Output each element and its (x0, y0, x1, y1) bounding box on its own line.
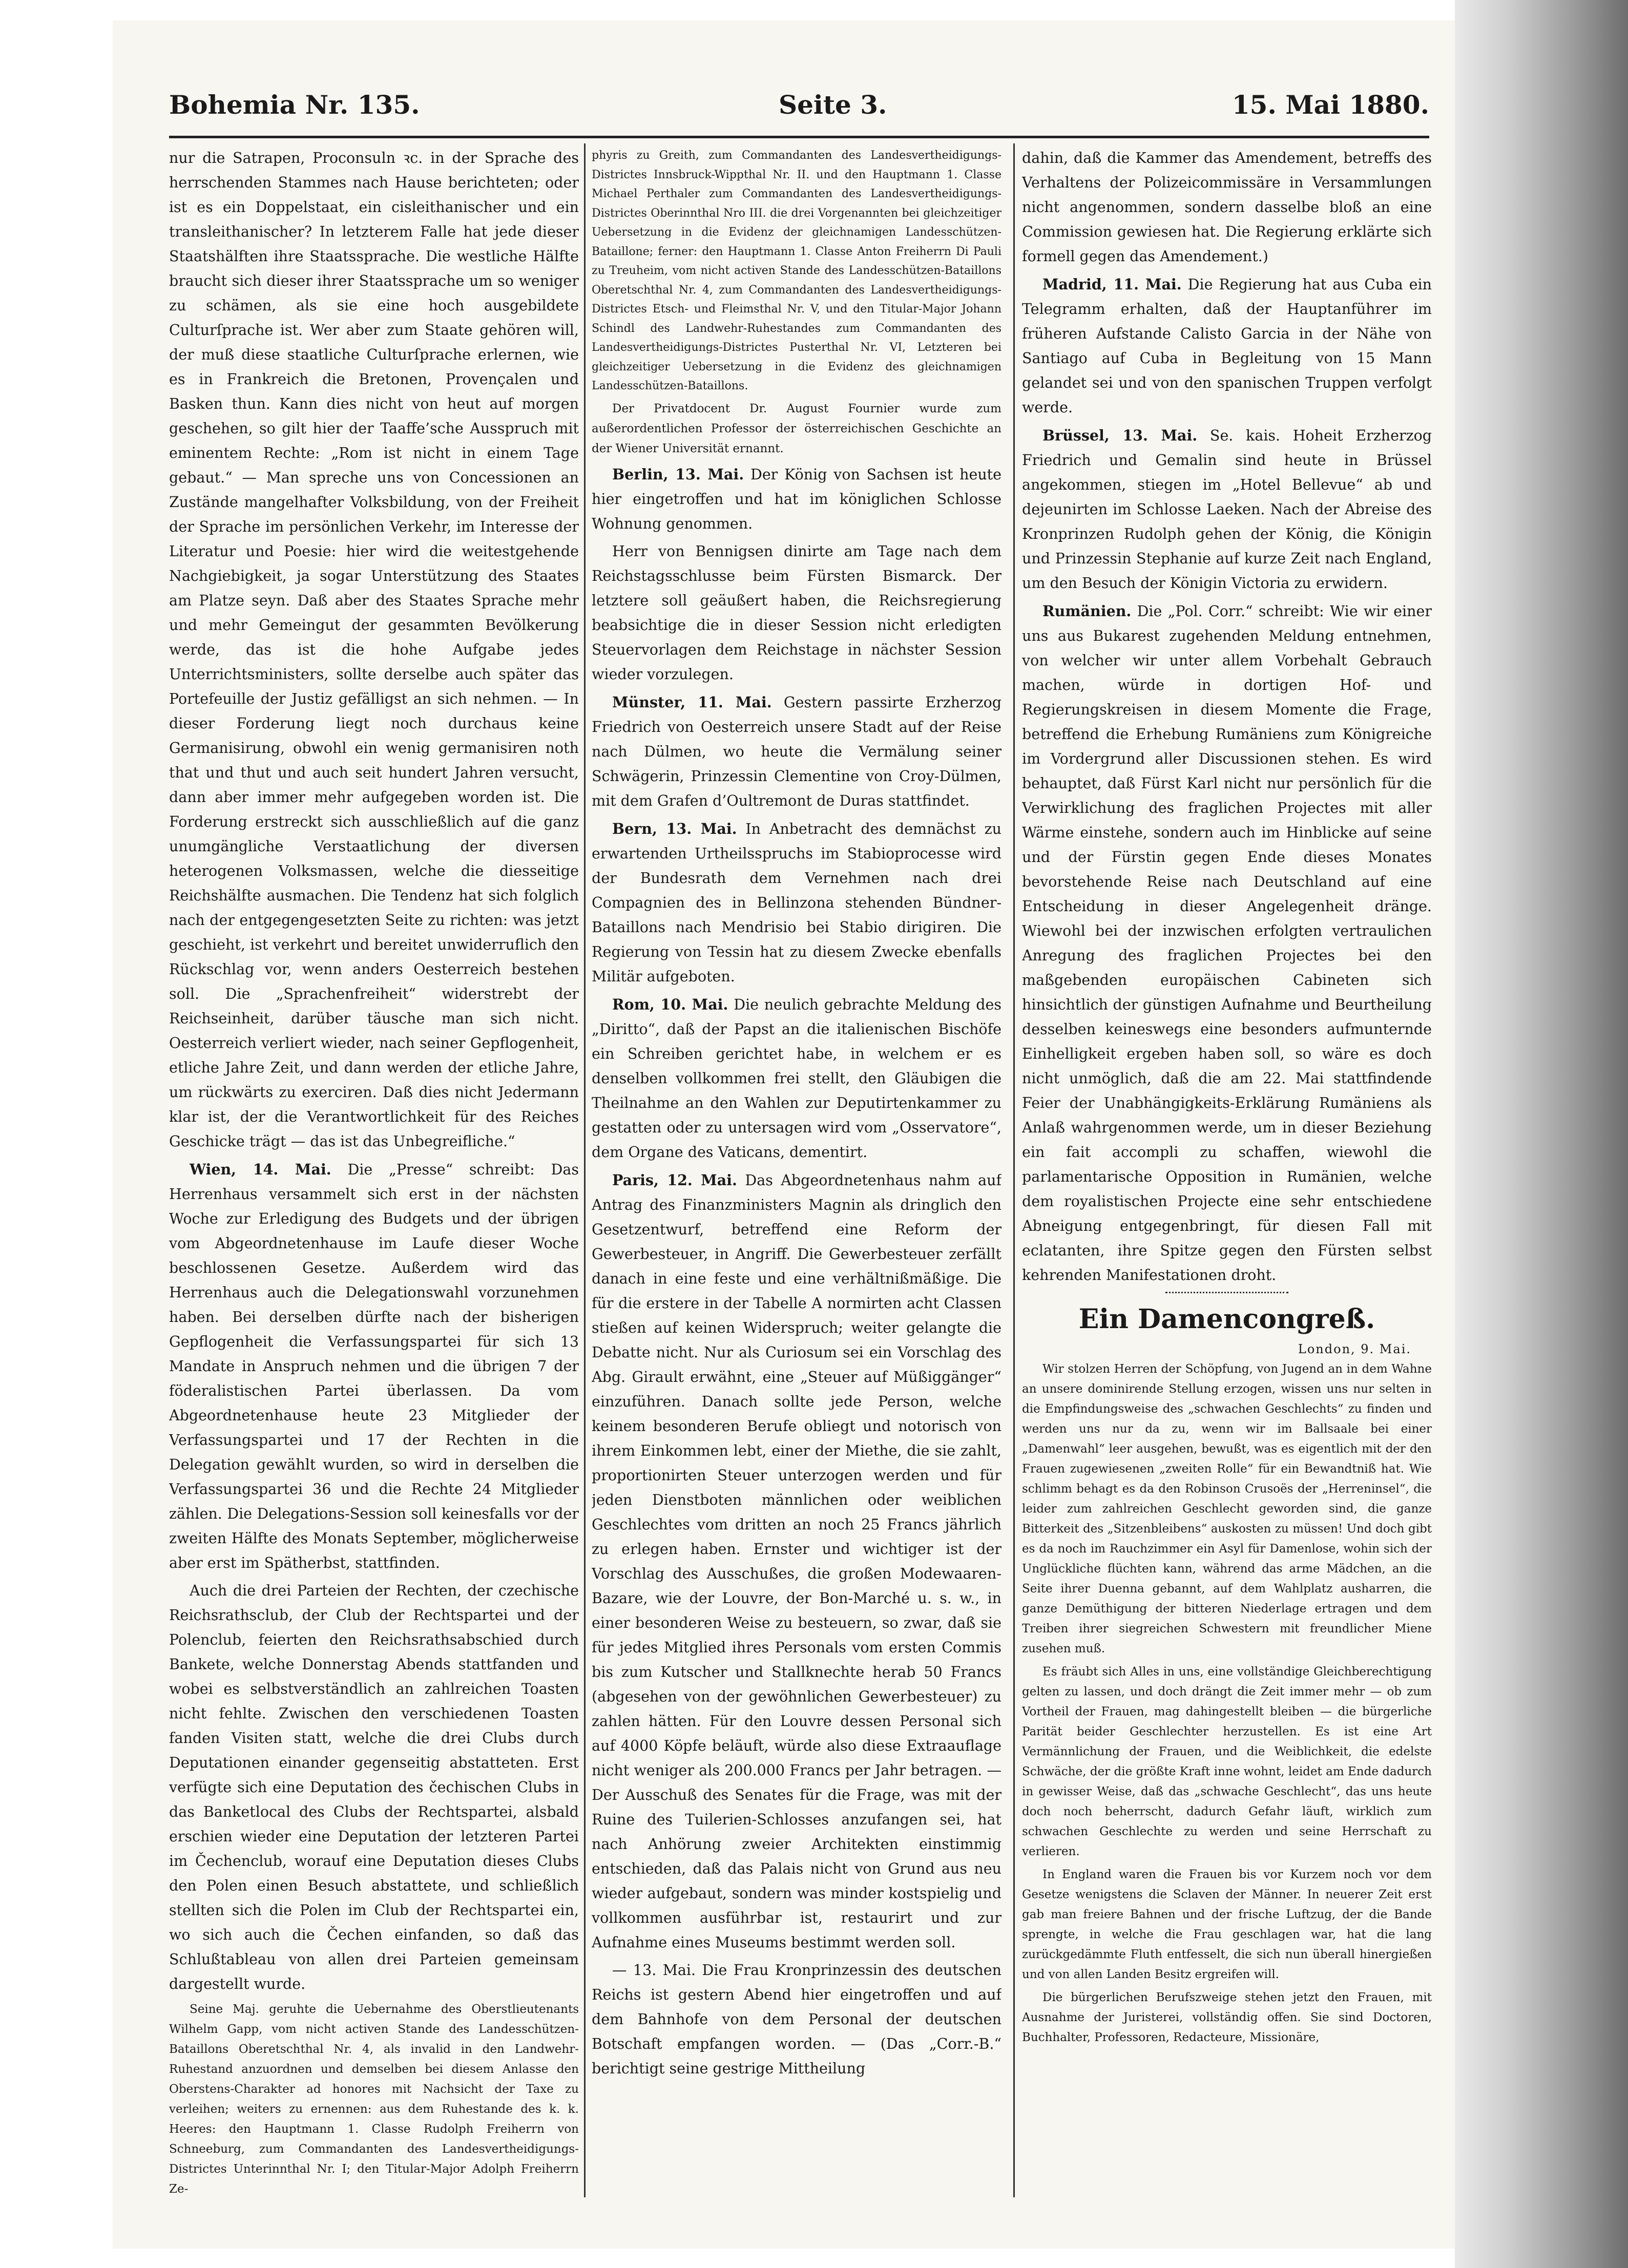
article-text: Auch die drei Parteien der Rechten, der czechische Reichsrathsclub, der Club der Rechtspartei und der Polenclub, feierten den Reichsrathsabschied durch Bankete, welche Donnerstag Abends stattfanden und wobei es selbstverständlich an zahlreichen Toasten nicht fehlte. Zwischen den verschiedenen Toasten fanden Visiten statt, welche die drei Clubs durch Deputationen einander gegenseitig abstatteten. Erst verfügte sich eine Deputation des čechischen Clubs in das Banketlocal des Clubs der Rechtspartei, alsbald erschien wieder eine Deputation der letzteren Partei im Čechenclub, worauf eine Deputation dieses Clubs den Polen einen Besuch abstattete, und schließlich stellten sich die Polen im Club der Rechtspartei ein, wo sich auch die Čechen einfanden, so daß das Schlußtableau von allen drei Parteien gemeinsam dargestellt wurde. (169, 1582, 579, 1992)
article-text: Gestern passirte Erzherzog Friedrich von Oesterreich unsere Stadt auf der Reise nach Dülmen, wo heute die Vermälung seiner Schwägerin, Prinzessin Clementine von Croy-Dülmen, mit dem Grafen d’Oultremont de Duras stattfindet. (592, 694, 1001, 809)
dateline: Rom, 10. Mai. (612, 995, 728, 1013)
feuilleton-text: Es fräubt sich Alles in uns, eine vollständige Gleichberechtigung gelten zu lassen, und doch drängt die Zeit immer mehr — ob zum Vortheil der Frauen, mag dahingestellt bleiben — die bürgerliche Parität beider Geschlechter herzustellen. Es ist eine Art Vermännlichung der Frauen, und die Weiblichkeit, die edelste Schwäche, der die größte Kraft inne wohnt, leidet am Ende dadurch in gewisser Weise, daß das „schwache Geschlecht“, das uns heute doch noch beherrscht, dadurch Gefahr läuft, wirklich zum schwachen Geschlechte zu werden und seine Herrschaft zu verlieren. (1022, 1665, 1432, 1858)
section-divider (1165, 1292, 1288, 1295)
column-3 (1022, 146, 1432, 2195)
article-paragraph (169, 1157, 579, 1576)
header-date: 15. Mai 1880. (1232, 90, 1429, 120)
article-text: dahin, daß die Kammer das Amendement, betreffs des Verhaltens der Polizeicommissäre in Versammlungen nicht angenommen, sondern dasselbe bloß an eine Commission gewiesen hat. Die Regierung erklärte sich formell gegen das Amendement.) (1022, 150, 1432, 265)
announcement-text: Der Privatdocent Dr. August Fournier wurde zum außerordentlichen Professor der österreichischen Geschichte an der Wiener Universität ernannt. (592, 402, 1001, 455)
article-paragraph (592, 992, 1001, 1165)
article-text: — 13. Mai. Die Frau Kronprinzessin des deutschen Reichs ist gestern Abend hier eingetroffen und auf dem Bahnhofe von dem Personal der deutschen Botschaft empfangen worden. — (Das „Corr.-B.“ berichtigt seine gestrige Mittheilung (592, 1961, 1001, 2077)
feuilleton-text: Die bürgerlichen Berufszweige stehen jetzt den Frauen, mit Ausnahme der Juristerei, vollständig offen. Sie sind Doctoren, Buchhalter, Professoren, Redacteure, Missionäre, (1022, 1991, 1432, 2044)
dateline: Brüssel, 13. Mai. (1042, 427, 1198, 444)
page-header (169, 85, 1429, 131)
header-page-number: Seite 3. (779, 90, 887, 120)
announcement-text: phyris zu Greith, zum Commandanten des Landesvertheidigungs-Districtes Innsbruck-Wippthal Nr. II. und den Hauptmann 1. Classe Michael Perthaler zum Commandanten des Landesvertheidigungs-Districtes Oberinnthal Nro III. die drei Vorgenannten bei gleichzeitiger Uebersetzung in die Evidenz der gleichnamigen Landesschützen-Bataillone; ferner: den Hauptmann 1. Classe Anton Freiherrn Di Pauli zu Treuheim, vom nicht activen Stande des Landesschützen-Bataillons Oberetschthal Nr. 4, zum Commandanten des Landesvertheidigungs-Districtes Etsch- und Fleimsthal Nr. V, und den Titular-Major Johann Schindl des Landwehr-Ruhestandes zum Commandanten des Landesvertheidigungs-Districtes Pusterthal Nr. VI, Letzteren bei gleichzeitiger Uebersetzung in die Evidenz des gleichnamigen Landesschützen-Bataillons. (592, 149, 1001, 392)
column-divider-2 (1013, 143, 1015, 2197)
dateline: Wien, 14. Mai. (190, 1161, 331, 1178)
byline: London, 9. Mai. (1298, 1342, 1411, 1356)
column-divider-1 (584, 143, 586, 2197)
article-text: Die Regierung hat aus Cuba ein Telegramm erhalten, daß der Hauptanführer im früheren Aufstande Calisto Garcia in der Nähe von Santiago auf Cuba in Begleitung von 15 Mann gelandet sei und von den spanischen Truppen verfolgt werde. (1022, 276, 1432, 416)
section-title: Ein Damencongreß. (1078, 1304, 1375, 1335)
article-paragraph (1022, 423, 1432, 596)
article-paragraph (592, 462, 1001, 536)
feuilleton-text: In England waren die Frauen bis vor Kurzem noch vor dem Gesetze wenigstens die Sclaven der Männer. In neuerer Zeit erst gab man freiere Bahnen und der frische Luftzug, der die Bande sprengte, in welche die Frau geschlagen war, hat die lang zurückgedämmte Fluth entfesselt, die sich nun überall hinergießen und von allen Landen Besitz ergreifen will. (1022, 1868, 1432, 1981)
article-text: Der König von Sachsen ist heute hier eingetroffen und hat im königlichen Schlosse Wohnung genommen. (592, 466, 1001, 532)
article-paragraph (1022, 272, 1432, 420)
dateline: Madrid, 11. Mai. (1042, 276, 1182, 293)
header-paper-number: Bohemia Nr. 135. (169, 90, 420, 120)
article-text: Herr von Bennigsen dinirte am Tage nach dem Reichstagsschlusse beim Fürsten Bismarck. Der letztere soll geäußert haben, die Reichsregierung beabsichtige die in dieser Session nicht erledigten Steuervorlagen dem Reichstage in nächster Session wieder vorzulegen. (592, 542, 1001, 683)
article-paragraph (592, 690, 1001, 813)
feuilleton-text: Wir stolzen Herren der Schöpfung, von Jugend an in dem Wahne an unsere dominirende Stellung erzogen, wissen uns nur selten in die Empfindungsweise des „schwachen Geschlechts“ zu finden und werden uns nur da zu, wenn wir im Ballsaale bei einer „Damenwahl“ leer ausgehen, bewußt, was es eigentlich mit der den Frauen zugewiesenen „zweiten Rolle“ für ein Bewandtniß hat. Wie schlimm behagt es da den Robinson Crusoës der „Herreninsel“, die leider zum zahlreichen Geschlecht geworden sind, die ganze Bitterkeit des „Sitzenbleibens“ auskosten zu müssen! Und doch gibt es da noch im Rauchzimmer ein Asyl für Damenlose, wohin sich der Unglückliche flüchten kann, während das arme Mädchen, an die Seite ihrer Duenna gebannt, auf dem Wahlplatz ausharren, die ganze Demüthigung der bitteren Niederlage ertragen und dem Treiben ihrer siegreichen Schwestern mit freundlicher Miene zusehen muß. (1022, 1362, 1432, 1655)
page-edge-shadow (1455, 0, 1628, 2268)
column-1 (169, 146, 579, 2195)
article-text: Die „Pol. Corr.“ schreibt: Wie wir einer uns aus Bukarest zugehenden Meldung entnehmen, von welcher wir unter allem Vorbehalt Gebrauch machen, würde in dortigen Hof- und Regierungskreisen in diesem Momente die Frage, betreffend die Erhebung Rumäniens zum Königreiche im Vordergrund aller Discussionen stehen. Es wird behauptet, daß Fürst Karl nicht nur persönlich für die Verwirklichung des fraglichen Projectes mit aller Wärme einstehe, sondern auch im Hinblicke auf seine und der Fürstin gegen Ende dieses Monates bevorstehende Reise nach Deutschland auf eine Entscheidung in dieser Angelegenheit dränge. Wiewohl bei der inzwischen erfolgten vertraulichen Anregung des fraglichen Projectes bei den maßgebenden europäischen Cabineten sich hinsichtlich der günstigen Aufnahme und Beurtheilung desselben keineswegs eine besonders aufmunternde Einhelligkeit ergeben haben soll, so wäre es doch nicht unmöglich, daß die am 22. Mai stattfindende Feier der Unabhängigkeits-Erklärung Rumäniens als Anlaß wahrgenommen werde, um in dieser Beziehung ein fait accompli zu schaffen, wiewohl die parlamentarische Opposition in Rumänien, welche dem royalistischen Projecte eine sehr entschiedene Abneigung entgegenbringt, für diesen Fall mit eclatanten, ihre Spitze gegen den Fürsten selbst kehrenden Manifestationen droht. (1022, 603, 1432, 1284)
dateline: Paris, 12. Mai. (612, 1171, 737, 1189)
header-rule (169, 136, 1429, 138)
article-text: Se. kais. Hoheit Erzherzog Friedrich und Gemalin sind heute in Brüssel angekommen, stiegen im „Hotel Bellevue“ ab und dejeunirten im Schlosse Laeken. Nach der Abreise des Kronprinzen Rudolph gehen der König, die Königin und Prinzessin Stephanie auf kurze Zeit nach England, um den Besuch der Königin Victoria zu erwidern. (1022, 427, 1432, 592)
article-paragraph (592, 816, 1001, 989)
article-text: Das Abgeordnetenhaus nahm auf Antrag des Finanzministers Magnin als dringlich den Gesetzentwurf, betreffend eine Reform der Gewerbesteuer, in Angriff. Die Gewerbesteuer zerfällt danach in eine feste und eine verhältnißmäßige. Die für die erstere in der Tabelle A normirten acht Classen stießen auf keinen Widerspruch; weiter gelangte die Debatte nicht. Nur als Curiosum sei ein Vorschlag des Abg. Girault erwähnt, eine „Steuer auf Müßiggänger“ einzuführen. Danach sollte jede Person, welche keinem besonderen Berufe obliegt und notorisch von ihrem Einkommen lebt, einer der Miethe, die sie zahlt, proportionirten Steuer unterzogen werden und für jeden Dienstboten männlichen oder weiblichen Geschlechtes vom dritten an noch 25 Francs jährlich zu erlegen haben. Ernster und wichtiger ist der Vorschlag des Ausschußes, die großen Modewaaren-Bazare, wie der Louvre, der Bon-Marché u. s. w., in einer besonderen Weise zu besteuern, so zwar, daß sie für jedes Mitglied ihres Personals vom ersten Commis bis zum Kutscher und Stallknechte herab 50 Francs (abgesehen von der gewöhnlichen Gewerbesteuer) zu zahlen hätten. Für den Louvre dessen Personal sich auf 4000 Köpfe beläuft, würde also diese Extraauflage nicht weniger als 200.000 Francs per Jahr betragen. — Der Ausschuß des Senates für die Frage, was mit der Ruine des Tuilerien-Schlosses anzufangen sei, hat nach Anhörung zweier Architekten einstimmig entschieden, daß das Palais nicht von Grund aus neu wieder aufgebaut, sondern was minder kostspielig und vollkommen ausführbar ist, restaurirt und zur Aufnahme eines Museums bestimmt werden soll. (592, 1171, 1001, 1951)
article-text: In Anbetracht des demnächst zu erwartenden Urtheilsspruchs im Stabioprocesse wird der Bundesrath dem Vernehmen nach drei Compagnien des in Bellinzona stehenden Bündner-Bataillons nach Mendrisio bei Stabio dirigiren. Die Regierung von Tessin hat zu diesem Zwecke ebenfalls Militär aufgeboten. (592, 820, 1001, 985)
article-paragraph (592, 1168, 1001, 1955)
announcement-text: Seine Maj. geruhte die Uebernahme des Oberstlieutenants Wilhelm Gapp, vom nicht activen Stande des Landesschützen-Bataillons Oberetschthal Nr. 4, als invalid in den Landwehr-Ruhestand anzuordnen und demselben bei diesem Anlasse den Oberstens-Charakter ad honores mit Nachsicht der Taxe zu verleihen; weiters zu ernennen: aus dem Ruhestande des k. k. Heeres: den Hauptmann 1. Classe Rudolph Freiherrn von Schneeburg, zum Commandanten des Landesvertheidigungs-Districtes Unterinnthal Nr. I; den Titular-Major Adolph Freiherrn Ze- (169, 2003, 579, 2195)
dateline: Münster, 11. Mai. (612, 693, 772, 711)
dateline: Bern, 13. Mai. (612, 820, 737, 837)
article-paragraph (1022, 599, 1432, 1288)
column-2 (592, 146, 1001, 2195)
dateline: Rumänien. (1042, 602, 1132, 620)
article-text: Die „Presse“ schreibt: Das Herrenhaus versammelt sich erst in der nächsten Woche zur Erledigung des Budgets und der übrigen vom Abgeordnetenhause im Laufe dieser Woche beschlossenen Gesetze. Außerdem wird das Herrenhaus auch die Delegationswahl vorzunehmen haben. Bei derselben dürfte nach der bisherigen Gepflogenheit die Verfassungspartei für sich 13 Mandate in Anspruch nehmen und die übrigen 7 der föderalistischen Partei überlassen. Da vom Abgeordnetenhause heute 23 Mitglieder der Verfassungspartei und 17 der Rechten in die Delegation gewählt wurden, so wird in derselben die Verfassungspartei 36 und die Rechte 24 Mitglieder zählen. Die Delegations-Session soll keinesfalls vor der zweiten Hälfte des Monats September, möglicherweise aber erst im Spätherbst, stattfinden. (169, 1161, 579, 1571)
article-text: Die neulich gebrachte Meldung des „Diritto“, daß der Papst an die italienischen Bischöfe ein Schreiben gerichtet habe, in welchem er es denselben vollkommen frei stellt, den Gläubigen die Theilnahme an den Wahlen zur Deputirtenkammer zu gestatten oder zu untersagen wird vom „Osservatore“, dem Organe des Vaticans, dementirt. (592, 996, 1001, 1161)
article-text: nur die Satrapen, Proconsuln ꝛc. in der Sprache des herrschenden Stammes nach Hause berichteten; oder ist es ein Doppelstaat, ein cisleithanischer und ein transleithanischer? In letzterem Falle hat jede dieser Staatshälften ihre Staatssprache. Die westliche Hälfte braucht sich dieser ihrer Staatssprache um so weniger zu schämen, als sie eine hoch ausgebildete Culturſprache ist. Wer aber zum Staate gehören will, der muß diese staatliche Culturſprache erlernen, wie es in Frankreich die Bretonen, Provençalen und Basken thun. Kann dies nicht von heut auf morgen geschehen, so gilt hier der Taaffe’sche Ausspruch mit eminentem Rechte: „Rom ist nicht in einem Tage gebaut.“ — Man spreche uns von Concessionen an Zustände mangelhafter Volksbildung, von der Freiheit der Sprache im persönlichen Verkehr, im Interesse der Literatur und Poesie: hier wird die weitestgehende Nachgiebigkeit, ja sogar Unterstützung des Staates am Platze seyn. Daß aber des Staates Sprache mehr und mehr Gemeingut der gesammten Bevölkerung werde, das ist die hohe Aufgabe jedes Unterrichtsministers, sollte derselbe auch später das Portefeuille der Justiz gefälligst an sich nehmen. — In dieser Forderung liegt noch durchaus keine Germanisirung, obwohl ein wenig germanisiren noth that und thut und auch seit hundert Jahren versucht, dann aber immer mehr aufgegeben worden ist. Die Forderung erstreckt sich ausschließlich auf die ganz unumgängliche Verstaatlichung der diversen heterogenen Volksmassen, welche die diesseitige Reichshälfte ausmachen. Die Tendenz hat sich folglich nach der entgegengesetzten Seite zu richten: was jetzt geschieht, ist verkehrt und bereitet unwiderruflich den Rückschlag vor, wenn anders Oesterreich bestehen soll. Die „Sprachenfreiheit“ widerstrebt der Reichseinheit, darüber täusche man sich nicht. Oesterreich verliert wieder, nach seiner Gepflogenheit, etliche Jahre Zeit, und dann werden der etliche Jahre, um rückwärts zu exerciren. Daß dies nicht Jedermann klar ist, der die Verantwortlichkeit für des Reiches Geschicke trägt — das ist das Unbegreifliche.“ (169, 150, 579, 1150)
dateline: Berlin, 13. Mai. (612, 465, 744, 483)
